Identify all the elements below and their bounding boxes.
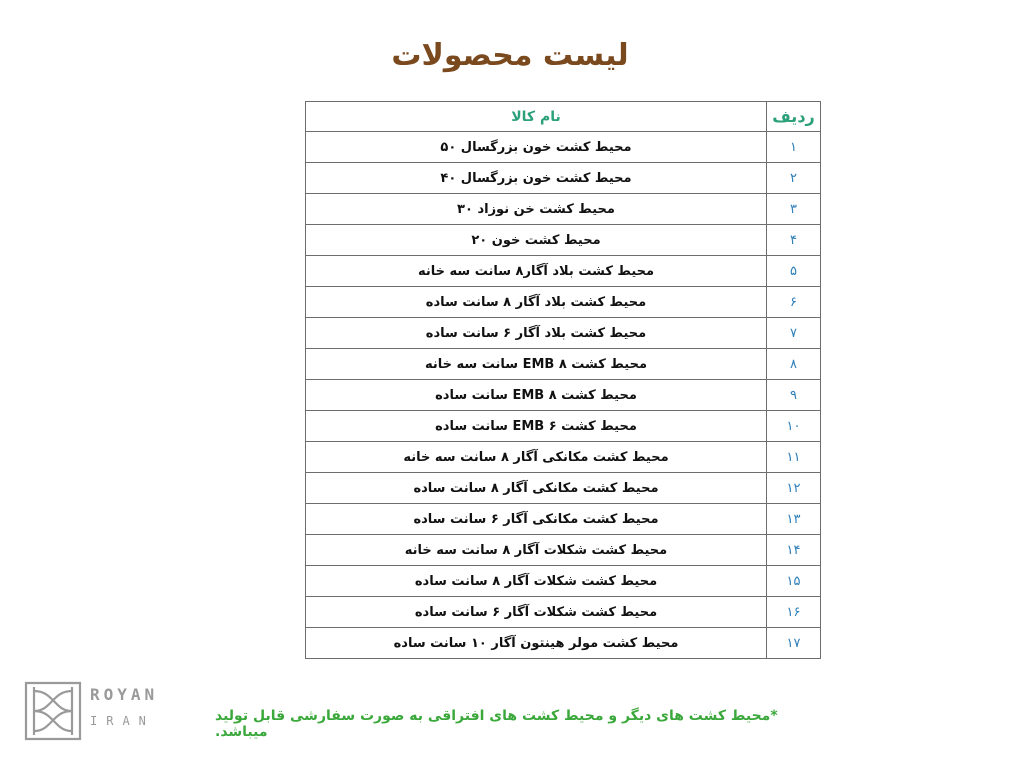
table-row [306,597,821,628]
product-name: محیط کشت مکانکی آگار ۶ سانت ساده [306,504,767,535]
logo-line-iran: IRAN [90,714,155,728]
product-name: محیط کشت شکلات آگار ۸ سانت ساده [306,566,767,597]
table-header-row [306,102,821,132]
row-number: ۱۴ [767,535,821,566]
row-number: ۱۳ [767,504,821,535]
product-name: محیط کشت خون بزرگسال ۴۰ [306,163,767,194]
product-name: محیط کشت EMB ۸ سانت سه خانه [306,349,767,380]
footnote [215,708,825,740]
product-name: محیط کشت مکانکی آگار ۸ سانت ساده [306,473,767,504]
table-row [306,287,821,318]
product-name: محیط کشت مولر هینتون آگار ۱۰ سانت ساده [306,628,767,659]
royan-iran-logo [24,681,174,743]
product-name: محیط کشت شکلات آگار ۶ سانت ساده [306,597,767,628]
row-number: ۳ [767,194,821,225]
row-number: ۶ [767,287,821,318]
table-row [306,442,821,473]
product-name: محیط کشت خون بزرگسال ۵۰ [306,132,767,163]
product-name: محیط کشت EMB ۸ سانت ساده [306,380,767,411]
row-number: ۹ [767,380,821,411]
product-name: محیط کشت خن نوزاد ۳۰ [306,194,767,225]
row-number: ۱۱ [767,442,821,473]
table-row [306,349,821,380]
row-number: ۷ [767,318,821,349]
row-number: ۱۵ [767,566,821,597]
page-title: لیست محصولات [391,38,629,73]
product-name: محیط کشت خون ۲۰ [306,225,767,256]
logo-text [90,687,158,727]
table-row [306,504,821,535]
row-number: ۱۲ [767,473,821,504]
table-row [306,225,821,256]
product-name: محیط کشت EMB ۶ سانت ساده [306,411,767,442]
table-row [306,628,821,659]
table-row [306,318,821,349]
row-number: ۱ [767,132,821,163]
row-number: ۸ [767,349,821,380]
product-name: محیط کشت بلاد آگار۸ سانت سه خانه [306,256,767,287]
footnote-text: *محیط کشت های دیگر و محیط کشت های افتراقی به صورت سفارشی قابل تولید میباشد. [215,708,778,740]
table-row [306,535,821,566]
product-name: محیط کشت بلاد آگار ۶ سانت ساده [306,318,767,349]
table-row [306,566,821,597]
product-name-header: نام کالا [306,102,767,132]
row-number: ۴ [767,225,821,256]
logo-line-royan: ROYAN [90,685,159,704]
row-number: ۱۰ [767,411,821,442]
table-row [306,256,821,287]
product-name: محیط کشت مکانکی آگار ۸ سانت سه خانه [306,442,767,473]
row-number: ۵ [767,256,821,287]
table-row [306,132,821,163]
table-row [306,380,821,411]
products-table [305,101,821,659]
table-body [306,132,821,659]
product-name: محیط کشت بلاد آگار ۸ سانت ساده [306,287,767,318]
row-number: ۱۷ [767,628,821,659]
row-number-header: ردیف [767,102,821,132]
table-row [306,163,821,194]
table-row [306,411,821,442]
product-name: محیط کشت شکلات آگار ۸ سانت سه خانه [306,535,767,566]
table-row [306,194,821,225]
row-number: ۱۶ [767,597,821,628]
row-number: ۲ [767,163,821,194]
table-row [306,473,821,504]
royan-logo-mark-icon [24,681,82,741]
